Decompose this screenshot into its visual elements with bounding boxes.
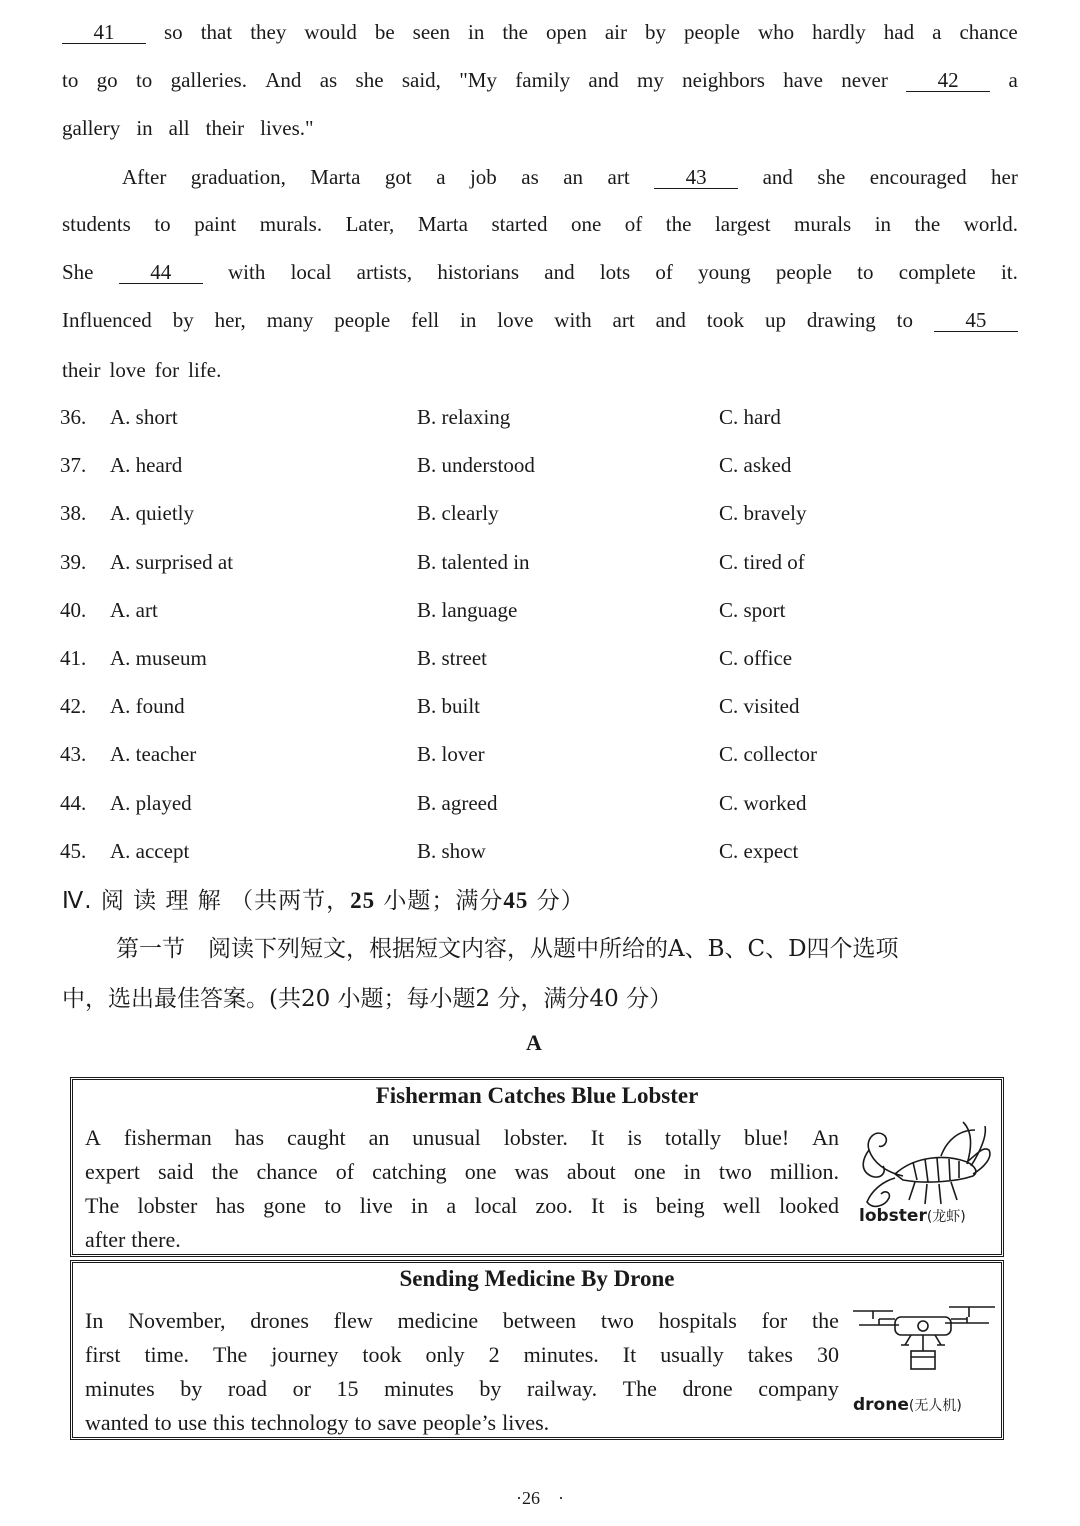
line2-w9: family bbox=[515, 68, 571, 92]
line3-w2: all bbox=[168, 116, 190, 140]
box-text-line bbox=[85, 1406, 839, 1440]
news-box-lobster bbox=[70, 1077, 1004, 1257]
option-row bbox=[60, 742, 1020, 772]
box-word: hospitals bbox=[658, 1308, 737, 1333]
option-a: A. museum bbox=[110, 646, 207, 670]
line7-w2: her, bbox=[214, 308, 246, 332]
option-a: A. surprised at bbox=[110, 549, 234, 574]
option-row bbox=[60, 646, 1020, 676]
box-word: by bbox=[180, 1376, 203, 1401]
box-word: about bbox=[566, 1159, 616, 1184]
option-c: C. office bbox=[719, 646, 793, 670]
box-word: is bbox=[622, 1193, 638, 1218]
passage-line-7 bbox=[62, 308, 1018, 333]
box-text bbox=[85, 1304, 839, 1440]
box-word: In bbox=[85, 1308, 104, 1333]
page-number: ·26 · bbox=[516, 1488, 564, 1508]
line6-w1: local bbox=[290, 260, 332, 284]
blank-41: 41 bbox=[62, 21, 146, 44]
line4-w8: art bbox=[607, 165, 630, 189]
box-word: of bbox=[335, 1159, 355, 1184]
line5-w0: students bbox=[62, 212, 131, 236]
line1-w6: in bbox=[468, 20, 485, 44]
line2-w10: and bbox=[588, 68, 619, 92]
option-a: A. found bbox=[110, 694, 185, 719]
box-word: was bbox=[514, 1159, 549, 1184]
question-number: 37. bbox=[60, 453, 87, 478]
passage-line-8 bbox=[62, 358, 1018, 383]
line5-w1: to bbox=[154, 212, 171, 236]
box-word: first bbox=[85, 1342, 121, 1367]
option-row bbox=[60, 791, 1020, 821]
line1-w8: open bbox=[546, 20, 587, 44]
line8-w3: life. bbox=[188, 358, 222, 382]
option-a: A. short bbox=[110, 405, 178, 429]
lobster-caption bbox=[859, 1206, 966, 1226]
box-word: this bbox=[212, 1410, 245, 1435]
line8-w1: love bbox=[109, 358, 146, 382]
option-a: A. accept bbox=[110, 838, 190, 863]
line4-t0: and bbox=[762, 165, 793, 189]
box-word: technology bbox=[250, 1410, 349, 1435]
line1-w1: that bbox=[200, 20, 233, 44]
section-title-suffix: 分） bbox=[528, 888, 585, 914]
box-title: Sending Medicine By Drone bbox=[399, 1266, 675, 1291]
line1-w13: hardly bbox=[812, 20, 866, 44]
option-b: B. talented in bbox=[417, 549, 530, 574]
line2-w3: galleries. bbox=[170, 68, 247, 92]
line1-w9: air bbox=[604, 20, 627, 44]
line7-w6: in bbox=[460, 308, 477, 332]
line7-w3: many bbox=[266, 308, 314, 332]
box-word: The bbox=[213, 1342, 248, 1367]
section-title-score: 45 bbox=[503, 888, 529, 913]
box-word: lobster bbox=[137, 1193, 198, 1218]
line5-w4: Later, bbox=[345, 212, 395, 236]
line3-w3: their bbox=[205, 116, 245, 140]
box-text-line bbox=[85, 1121, 839, 1155]
line7-w14: to bbox=[896, 308, 913, 332]
line7-w9: art bbox=[612, 308, 635, 332]
option-b: B. understood bbox=[417, 453, 535, 478]
blank-45: 45 bbox=[934, 309, 1018, 332]
line2-w13: have bbox=[783, 68, 823, 92]
line7-w10: and bbox=[655, 308, 686, 332]
box-word: 2 bbox=[488, 1342, 500, 1367]
option-c: C. worked bbox=[719, 790, 807, 815]
line6-w10: complete bbox=[898, 260, 976, 284]
question-number: 36. bbox=[60, 405, 87, 429]
passage-line-3 bbox=[62, 116, 1018, 141]
line5-w5: Marta bbox=[417, 212, 468, 236]
box-word: people’s bbox=[422, 1410, 497, 1435]
section-title-count: 25 bbox=[350, 888, 376, 913]
line2-w2: to bbox=[135, 68, 153, 92]
lobster-caption-en: lobster bbox=[859, 1206, 927, 1226]
option-c: C. tired of bbox=[719, 549, 805, 574]
line5-w9: the bbox=[665, 212, 692, 236]
line6-w6: of bbox=[655, 260, 673, 284]
drone-caption-cn: (无人机) bbox=[908, 1398, 962, 1414]
line8-w0: their bbox=[62, 358, 101, 382]
box-word: one bbox=[464, 1159, 497, 1184]
box-text-line bbox=[85, 1155, 839, 1189]
box-text-line bbox=[85, 1304, 839, 1338]
line1-w5: seen bbox=[412, 20, 450, 44]
option-b: B. clearly bbox=[417, 501, 499, 526]
question-number: 40. bbox=[60, 597, 87, 622]
line1-w12: who bbox=[757, 20, 795, 44]
drone-icon bbox=[849, 1299, 999, 1389]
line3-w1: in bbox=[136, 116, 153, 140]
option-row bbox=[60, 598, 1020, 628]
option-c: C. sport bbox=[719, 597, 786, 622]
box-word: live bbox=[359, 1193, 393, 1218]
box-text bbox=[85, 1121, 839, 1257]
line2-w0: to bbox=[62, 68, 79, 92]
line2-w7: said, bbox=[401, 68, 441, 92]
line5-w10: largest bbox=[714, 212, 771, 236]
box-text-line bbox=[85, 1223, 839, 1257]
box-text-line bbox=[85, 1372, 839, 1406]
line2-w14: never bbox=[841, 68, 888, 92]
box-word: well bbox=[722, 1193, 761, 1218]
blank-44: 44 bbox=[119, 261, 203, 284]
option-row bbox=[60, 550, 1020, 580]
box-word: gone bbox=[263, 1193, 307, 1218]
line7-w1: by bbox=[172, 308, 194, 332]
box-word: or bbox=[292, 1376, 311, 1401]
box-text-line bbox=[85, 1338, 839, 1372]
drone-caption-en: drone bbox=[853, 1395, 909, 1415]
option-b: B. show bbox=[417, 838, 486, 863]
option-c: C. visited bbox=[719, 694, 800, 719]
line4-t3: her bbox=[991, 165, 1018, 189]
line6-w9: to bbox=[857, 260, 874, 284]
box-word: to bbox=[354, 1410, 372, 1435]
line4-w5: job bbox=[469, 165, 497, 189]
box-word: A bbox=[85, 1125, 101, 1150]
line1-w15: a bbox=[932, 20, 942, 44]
box-word: the bbox=[211, 1159, 239, 1184]
option-b: B. relaxing bbox=[417, 405, 511, 429]
line4-w4: a bbox=[436, 165, 446, 189]
box-word: has bbox=[234, 1125, 265, 1150]
option-row bbox=[60, 405, 1020, 435]
option-a: A. teacher bbox=[110, 742, 197, 767]
question-number: 45. bbox=[60, 838, 87, 863]
line7-w4: people bbox=[334, 308, 391, 332]
box-word: blue! bbox=[743, 1125, 790, 1150]
line2-w4: And bbox=[265, 68, 302, 92]
box-word: between bbox=[502, 1308, 577, 1333]
part-label: A bbox=[526, 1030, 542, 1055]
box-word: catching bbox=[372, 1159, 447, 1184]
box-word: save bbox=[377, 1410, 417, 1435]
section-title bbox=[62, 882, 585, 915]
box-word: unusual bbox=[412, 1125, 481, 1150]
line2-w12: neighbors bbox=[682, 68, 765, 92]
box-word: 15 bbox=[336, 1376, 359, 1401]
box-word: zoo. bbox=[535, 1193, 573, 1218]
box-word: drone bbox=[682, 1376, 733, 1401]
option-a: A. played bbox=[110, 790, 192, 815]
question-number: 42. bbox=[60, 694, 87, 719]
line8-w2: for bbox=[154, 358, 180, 382]
box-text-line bbox=[85, 1189, 839, 1223]
box-word: looked bbox=[779, 1193, 839, 1218]
lobster-caption-cn: (龙虾) bbox=[926, 1209, 966, 1225]
line7-w12: up bbox=[765, 308, 787, 332]
box-word: being bbox=[655, 1193, 705, 1218]
option-c: C. asked bbox=[719, 453, 792, 478]
box-word: fisherman bbox=[123, 1125, 212, 1150]
passage-line-2 bbox=[62, 68, 1018, 93]
box-word: there. bbox=[131, 1227, 181, 1252]
blank-43: 43 bbox=[654, 166, 738, 189]
box-word: time. bbox=[144, 1342, 190, 1367]
box-word: is bbox=[627, 1125, 642, 1150]
section-desc-line2: 中，选出最佳答案。(共20 小题；每小题2 分，满分40 分） bbox=[62, 986, 673, 1012]
box-word: lobster. bbox=[503, 1125, 568, 1150]
passage-line-6 bbox=[62, 260, 1018, 285]
line2-w8: "My bbox=[459, 68, 497, 92]
line2-tail: a bbox=[1008, 68, 1018, 92]
line1-w2: they bbox=[250, 20, 287, 44]
box-word: after bbox=[85, 1227, 126, 1252]
line1-w10: by bbox=[644, 20, 666, 44]
option-b: B. street bbox=[417, 646, 487, 670]
box-word: an bbox=[368, 1125, 390, 1150]
line6-head: She bbox=[62, 260, 94, 284]
line7-w11: took bbox=[706, 308, 745, 332]
question-number: 38. bbox=[60, 501, 87, 526]
box-word: for bbox=[761, 1308, 788, 1333]
box-word: a bbox=[446, 1193, 457, 1218]
box-word: flew bbox=[333, 1308, 373, 1333]
box-word: one bbox=[633, 1159, 666, 1184]
line1-w4: be bbox=[374, 20, 395, 44]
box-word: totally bbox=[664, 1125, 722, 1150]
option-c: C. collector bbox=[719, 742, 817, 767]
line4-w6: as bbox=[521, 165, 539, 189]
box-word: wanted bbox=[85, 1410, 149, 1435]
section-title-mid: 小题；满分 bbox=[375, 888, 504, 914]
line3-w0: gallery bbox=[62, 116, 121, 140]
option-c: C. bravely bbox=[719, 501, 807, 526]
box-word: minutes. bbox=[523, 1342, 599, 1367]
option-c: C. hard bbox=[719, 405, 781, 429]
news-box-drone bbox=[70, 1260, 1004, 1440]
box-word: has bbox=[215, 1193, 245, 1218]
box-word: only bbox=[425, 1342, 465, 1367]
box-word: It bbox=[591, 1193, 605, 1218]
box-word: The bbox=[622, 1376, 657, 1401]
box-word: in bbox=[683, 1159, 701, 1184]
line4-t1: she bbox=[817, 165, 846, 189]
box-word: chance bbox=[256, 1159, 318, 1184]
drone-caption bbox=[853, 1395, 962, 1415]
line7-w5: fell bbox=[411, 308, 440, 332]
box-word: two bbox=[600, 1308, 634, 1333]
question-number: 43. bbox=[60, 742, 87, 767]
line5-w8: of bbox=[624, 212, 643, 236]
box-word: to bbox=[154, 1410, 172, 1435]
section-desc-line1: 第一节 阅读下列短文，根据短文内容，从题中所给的A、B、C、D四个选项 bbox=[116, 936, 899, 962]
box-word: usually bbox=[660, 1342, 724, 1367]
option-row bbox=[60, 501, 1020, 531]
box-word: caught bbox=[287, 1125, 346, 1150]
line5-w2: paint bbox=[194, 212, 237, 236]
line2-w1: go bbox=[96, 68, 118, 92]
line5-w12: in bbox=[874, 212, 892, 236]
line6-w8: people bbox=[775, 260, 832, 284]
box-word: the bbox=[812, 1308, 839, 1333]
box-word: in bbox=[411, 1193, 429, 1218]
box-word: million. bbox=[769, 1159, 839, 1184]
box-word: It bbox=[622, 1342, 637, 1367]
line3-w4: lives." bbox=[260, 116, 314, 140]
line6-w11: it. bbox=[1000, 260, 1018, 284]
line1-w7: the bbox=[502, 20, 528, 44]
line2-w6: she bbox=[355, 68, 384, 92]
box-word: expert bbox=[85, 1159, 140, 1184]
box-word: local bbox=[474, 1193, 518, 1218]
line2-w11: my bbox=[637, 68, 664, 92]
option-b: B. lover bbox=[417, 742, 485, 767]
passage-line-1 bbox=[62, 20, 1018, 45]
line4-w3: got bbox=[384, 165, 412, 189]
passage-line-5 bbox=[62, 212, 1018, 237]
question-number: 44. bbox=[60, 790, 87, 815]
line7-w7: love bbox=[497, 308, 534, 332]
box-word: railway. bbox=[527, 1376, 598, 1401]
line7-w0: Influenced bbox=[62, 308, 152, 332]
line7-w8: with bbox=[554, 308, 592, 332]
box-word: by bbox=[479, 1376, 502, 1401]
line7-w13: drawing bbox=[806, 308, 876, 332]
box-word: drones bbox=[250, 1308, 309, 1333]
box-word: November, bbox=[128, 1308, 226, 1333]
box-word: takes bbox=[747, 1342, 793, 1367]
box-word: said bbox=[158, 1159, 194, 1184]
line2-w5: as bbox=[319, 68, 338, 92]
line4-t2: encouraged bbox=[869, 165, 967, 189]
option-a: A. heard bbox=[110, 453, 183, 478]
option-c: C. expect bbox=[719, 838, 799, 863]
box-word: 30 bbox=[816, 1342, 839, 1367]
line1-w16: chance bbox=[959, 20, 1018, 44]
line6-w0: with bbox=[228, 260, 266, 284]
box-word: journey bbox=[271, 1342, 339, 1367]
option-row bbox=[60, 694, 1020, 724]
box-word: took bbox=[362, 1342, 402, 1367]
option-b: B. language bbox=[417, 597, 518, 622]
box-word: The bbox=[85, 1193, 120, 1218]
option-row bbox=[60, 839, 1020, 869]
lobster-icon bbox=[855, 1116, 995, 1214]
box-title: Fisherman Catches Blue Lobster bbox=[375, 1083, 699, 1108]
line4-w2: Marta bbox=[310, 165, 361, 189]
line4-w0: After bbox=[122, 165, 167, 189]
option-b: B. built bbox=[417, 694, 481, 719]
line6-w2: artists, bbox=[356, 260, 413, 284]
box-word: minutes bbox=[85, 1376, 155, 1401]
box-word: An bbox=[812, 1125, 839, 1150]
line1-w14: had bbox=[883, 20, 915, 44]
box-word: company bbox=[758, 1376, 839, 1401]
option-b: B. agreed bbox=[417, 790, 498, 815]
option-a: A. quietly bbox=[110, 501, 194, 526]
line5-w3: murals. bbox=[259, 212, 323, 236]
line4-w7: an bbox=[563, 165, 584, 189]
option-a: A. art bbox=[110, 597, 158, 622]
line4-w1: graduation, bbox=[190, 165, 286, 189]
box-word: road bbox=[227, 1376, 267, 1401]
line6-w4: and bbox=[544, 260, 575, 284]
box-word: lives. bbox=[502, 1410, 550, 1435]
box-word: to bbox=[324, 1193, 342, 1218]
question-number: 41. bbox=[60, 646, 87, 670]
line5-w14: world. bbox=[963, 212, 1018, 236]
line6-w7: young bbox=[698, 260, 751, 284]
box-word: use bbox=[177, 1410, 207, 1435]
box-word: minutes bbox=[384, 1376, 454, 1401]
box-word: medicine bbox=[397, 1308, 479, 1333]
section-title-prefix: Ⅳ. 阅 读 理 解 （共两节， bbox=[62, 888, 351, 914]
option-row bbox=[60, 453, 1020, 483]
line5-w13: the bbox=[914, 212, 941, 236]
line6-w5: lots bbox=[599, 260, 631, 284]
line1-w11: people bbox=[683, 20, 740, 44]
line1-w3: would bbox=[304, 20, 357, 44]
line5-w6: started bbox=[491, 212, 548, 236]
passage-line-4 bbox=[122, 165, 1018, 190]
line5-w7: one bbox=[570, 212, 602, 236]
box-word: two bbox=[718, 1159, 752, 1184]
line5-w11: murals bbox=[794, 212, 852, 236]
question-number: 39. bbox=[60, 549, 87, 574]
line1-w0: so bbox=[164, 20, 183, 44]
box-word: It bbox=[590, 1125, 605, 1150]
blank-42: 42 bbox=[906, 69, 990, 92]
line6-w3: historians bbox=[437, 260, 519, 284]
